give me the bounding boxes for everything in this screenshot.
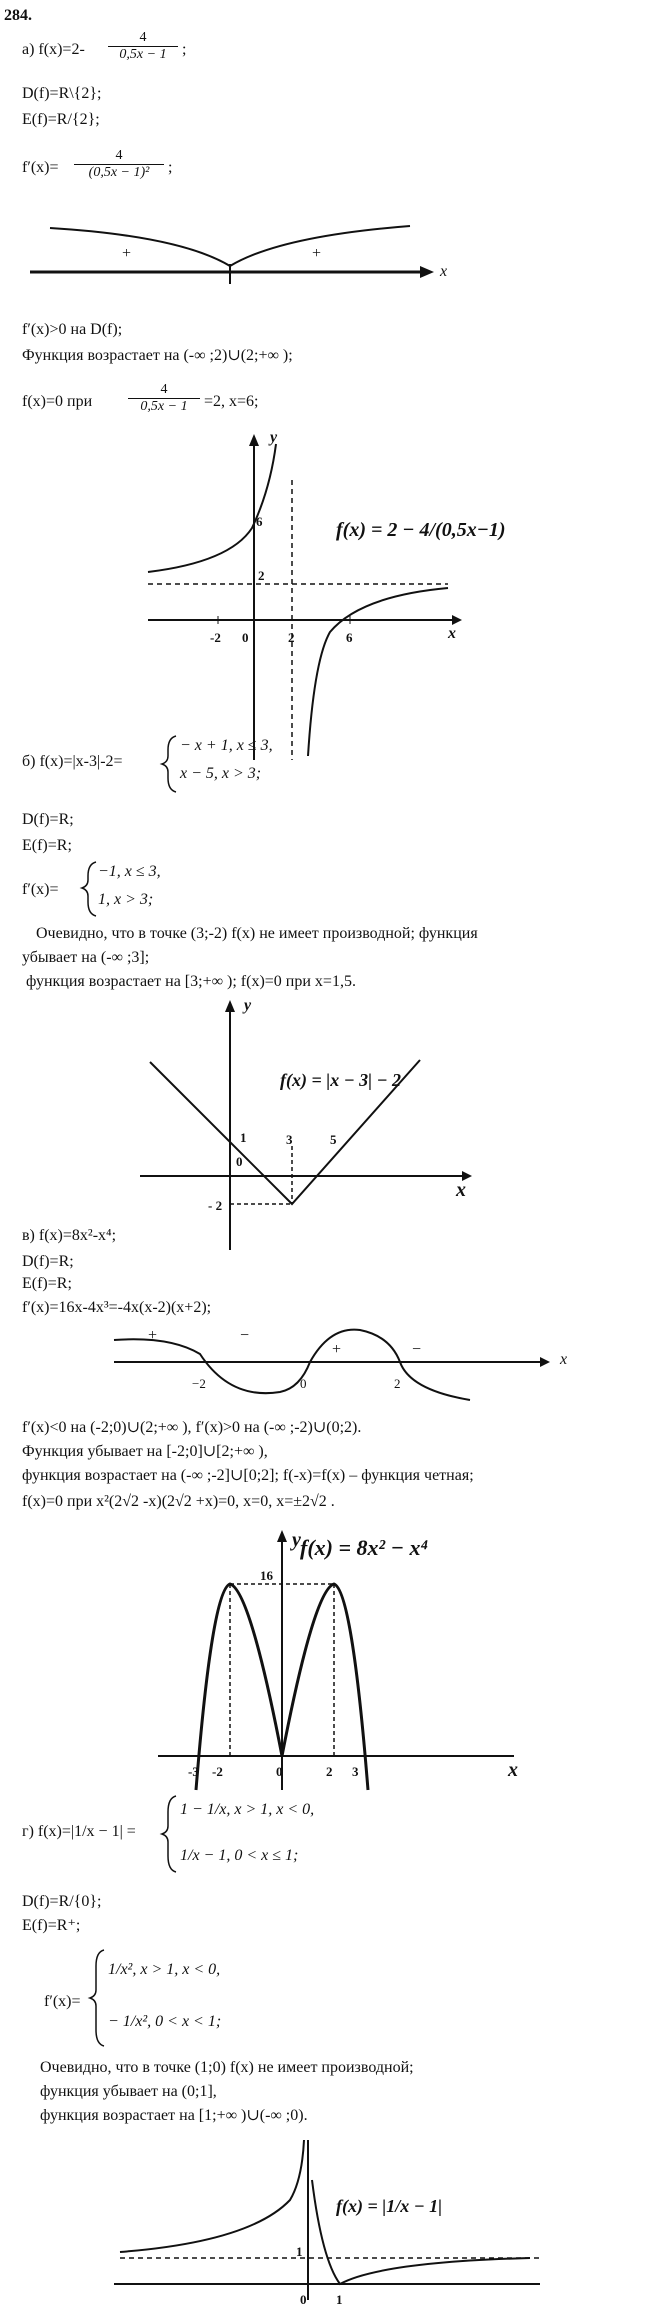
a-func-end: ; (182, 41, 187, 58)
c-graph-formula: f(x) = 8x² − x⁴ (300, 1535, 429, 1560)
c-graph-m3: -3 (188, 1764, 199, 1779)
c-sign-label-m2: −2 (192, 1376, 206, 1391)
c-line2: Функция убывает на [-2;0]∪[2;+∞ ), (22, 1443, 268, 1460)
a-sign-x: x (440, 263, 448, 280)
d-graph-0: 0 (300, 2292, 307, 2307)
b-graph-0: 0 (236, 1154, 243, 1169)
a-sign-plus2: + (312, 245, 322, 262)
a-range: E(f)=R/{2}; (22, 111, 100, 128)
a-deriv-den: (0,5x − 1)² (74, 164, 164, 181)
c-sign-4: − (412, 1341, 422, 1358)
a-deriv-num: 4 (115, 148, 123, 163)
a-line2: Функция возрастает на (-∞ ;2)∪(2;+∞ ); (22, 347, 293, 364)
b-graph-formula: f(x) = |x − 3| − 2 (280, 1070, 401, 1090)
d-domain: D(f)=R/{0}; (22, 1893, 102, 1910)
c-sign-2: − (240, 1327, 250, 1344)
d-graph-formula: f(x) = |1/x − 1| (336, 2196, 443, 2216)
b-deriv: f′(x)= (22, 881, 59, 898)
b-case1: − x + 1, x ≤ 3, (180, 737, 273, 754)
c-graph-0: 0 (276, 1764, 283, 1779)
c-line4: f(x)=0 при x²(2√2 -x)(2√2 +x)=0, x=0, x=±2√2 . (22, 1493, 335, 1510)
d-range: E(f)=R⁺; (22, 1917, 81, 1934)
b-line2: убывает на (-∞ ;3]; (22, 949, 150, 966)
c-graph-2: 2 (326, 1764, 333, 1779)
a-graph-2y: 2 (258, 568, 265, 583)
d-graph-1: 1 (336, 2292, 343, 2307)
a-zero-pre: f(x)=0 при (22, 393, 93, 410)
c-deriv: f′(x)=16x-4x³=-4x(x-2)(x+2); (22, 1299, 212, 1316)
d-case2: 1/x − 1, 0 < x ≤ 1; (180, 1847, 299, 1864)
a-zero-den: 0,5x − 1 (128, 398, 200, 415)
a-graph-x-label: x (448, 625, 456, 642)
d-line3: функция возрастает на [1;+∞ )∪(-∞ ;0). (40, 2107, 308, 2124)
a-sign-plus1: + (122, 245, 132, 262)
c-sign-label-0: 0 (300, 1376, 307, 1391)
c-graph-y-label: y (292, 1529, 301, 1551)
a-graph-m2: -2 (210, 630, 221, 645)
a-frac-num: 4 (139, 30, 147, 45)
b-graph-m2: - 2 (208, 1198, 223, 1213)
a-zero-post: =2, x=6; (204, 393, 259, 410)
a-graph-6y: 6 (256, 514, 263, 529)
a-deriv-end: ; (168, 159, 173, 176)
c-graph-3: 3 (352, 1764, 359, 1779)
c-sign-3: + (332, 1341, 342, 1358)
c-sign-1: + (148, 1327, 158, 1344)
b-dcase1: −1, x ≤ 3, (98, 863, 161, 880)
d-curve-left (120, 2140, 304, 2252)
c-line1: f′(x)<0 на (-2;0)∪(2;+∞ ), f′(x)>0 на (-∞ ;-2)∪(0;2). (22, 1419, 362, 1436)
b-graph-y-label: y (244, 997, 252, 1014)
d-line1: Очевидно, что в точке (1;0) f(x) не имеет производной; (40, 2059, 414, 2076)
a-zero-num: 4 (160, 382, 168, 397)
c-sign-x: x (560, 1351, 568, 1368)
b-graph-1y: 1 (240, 1130, 247, 1145)
a-deriv: f′(x)= (22, 159, 59, 176)
b-graph-3: 3 (286, 1132, 293, 1147)
d-graph-1y: 1 (296, 2244, 303, 2259)
b-case2: x − 5, x > 3; (180, 765, 262, 782)
d-line2: функция убывает на (0;1], (40, 2083, 217, 2100)
a-graph-6: 6 (346, 630, 353, 645)
a-graph-0: 0 (242, 630, 249, 645)
d-dcase1: 1/x², x > 1, x < 0, (108, 1961, 221, 1978)
a-graph-2: 2 (288, 630, 295, 645)
problem-number: 284. (4, 7, 32, 24)
a-domain: D(f)=R\{2}; (22, 85, 102, 102)
c-func: в) f(x)=8x²-x⁴; (22, 1227, 117, 1244)
d-case1: 1 − 1/x, x > 1, x < 0, (180, 1801, 315, 1818)
a-graph-y-label: y (270, 429, 278, 446)
d-dcase2: − 1/x², 0 < x < 1; (108, 2013, 222, 2030)
b-graph-x-label: x (456, 1179, 466, 1201)
c-graph-x-label: x (508, 1759, 518, 1781)
a-frac-den: 0,5x − 1 (108, 46, 178, 63)
c-graph-16: 16 (260, 1568, 273, 1583)
c-sign-label-2: 2 (394, 1376, 401, 1391)
a-line1: f′(x)>0 на D(f); (22, 321, 123, 338)
b-range: E(f)=R; (22, 837, 72, 854)
a-func: а) f(x)=2- (22, 41, 85, 58)
d-deriv: f′(x)= (44, 1993, 81, 2010)
b-domain: D(f)=R; (22, 811, 74, 828)
b-dcase2: 1, x > 3; (98, 891, 154, 908)
d-func: г) f(x)=|1/x − 1| = (22, 1823, 136, 1840)
c-line3: функция возрастает на (-∞ ;-2]∪[0;2]; f(-x)=f(x) – функция четная; (22, 1467, 474, 1484)
c-domain: D(f)=R; (22, 1253, 74, 1270)
c-graph-m2: -2 (212, 1764, 223, 1779)
b-func: б) f(x)=|x-3|-2= (22, 753, 123, 770)
b-line1: Очевидно, что в точке (3;-2) f(x) не имеет производной; функция (36, 925, 478, 942)
b-line3: функция возрастает на [3;+∞ ); f(x)=0 при x=1,5. (26, 973, 356, 990)
c-range: E(f)=R; (22, 1275, 72, 1292)
b-graph-5: 5 (330, 1132, 337, 1147)
a-graph-formula: f(x) = 2 − 4/(0,5x−1) (336, 519, 506, 541)
